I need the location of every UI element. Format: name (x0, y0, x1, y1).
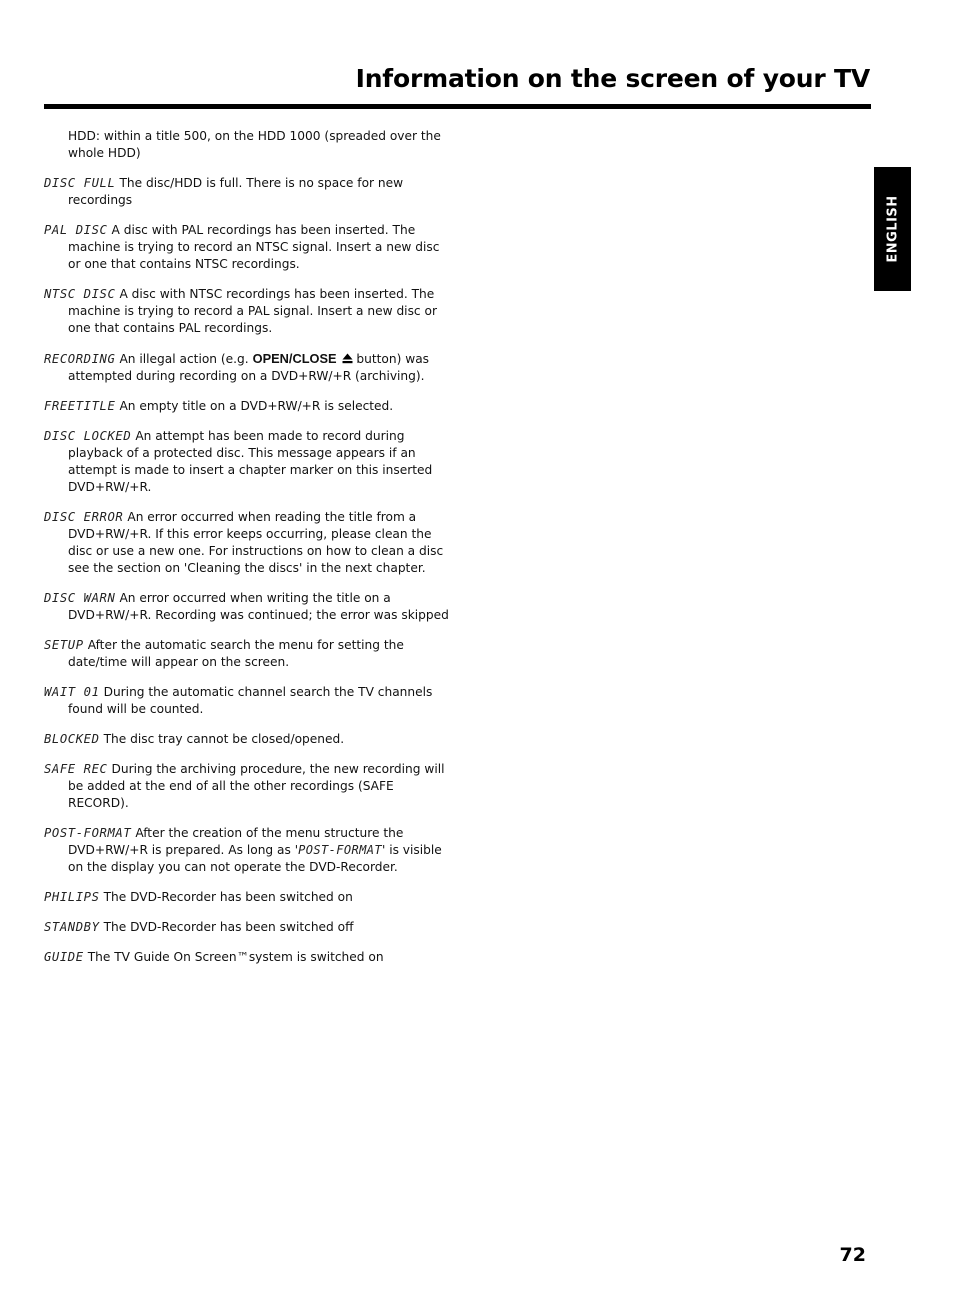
entry-text: A disc with PAL recordings has been inserted. The machine is trying to record an NTSC signal. Insert a new disc or one that contains NTSC recordings. (68, 223, 440, 271)
entry-code: PAL DISC (44, 223, 108, 237)
entry-code: FREETITLE (44, 399, 116, 413)
entry-standby (44, 919, 454, 936)
entry-text: The disc tray cannot be closed/opened. (103, 732, 345, 746)
entry-text: The TV Guide On Screen™system is switched on (87, 950, 384, 964)
entry-text: During the automatic channel search the TV channels found will be counted. (68, 685, 433, 716)
entry-disc-error (44, 509, 454, 577)
entry-text-before: After the creation of the menu structure the DVD+RW/+R is prepared. As long as ' (68, 826, 404, 857)
eject-icon (342, 353, 353, 364)
entry-blocked (44, 731, 454, 748)
entry-code: SETUP (44, 638, 84, 652)
entry-philips (44, 889, 454, 906)
entry-code: GUIDE (44, 950, 84, 964)
entry-freetitle (44, 398, 454, 415)
entry-text: An attempt has been made to record during playback of a protected disc. This message appears if an attempt is made to insert a chapter marker on this inserted DVD+RW/+R. (68, 429, 433, 494)
entry-code: PHILIPS (44, 890, 100, 904)
page-number: 72 (839, 1244, 866, 1266)
entry-text: The DVD-Recorder has been switched on (103, 890, 353, 904)
entry-code: POST-FORMAT (44, 826, 132, 840)
entry-guide (44, 949, 454, 966)
entry-text-before: An illegal action (e.g. (119, 352, 249, 366)
title-rule (44, 104, 871, 109)
entry-text: After the automatic search the menu for setting the date/time will appear on the screen. (68, 638, 404, 669)
entry-code: RECORDING (44, 352, 116, 366)
entry-wait-01 (44, 684, 454, 718)
entry-setup (44, 637, 454, 671)
entry-code: DISC LOCKED (44, 429, 132, 443)
entry-text: During the archiving procedure, the new recording will be added at the end of all the other recordings (SAFE RECORD). (68, 762, 445, 810)
open-close-button-label: OPEN/CLOSE (252, 351, 337, 366)
entry-text: The disc/HDD is full. There is no space for new recordings (68, 176, 404, 207)
page-title: Information on the screen of your TV (355, 64, 870, 93)
entry-text: The DVD-Recorder has been switched off (103, 920, 354, 934)
entry-code: NTSC DISC (44, 287, 116, 301)
entry-text: A disc with NTSC recordings has been inserted. The machine is trying to record a PAL signal. Insert a new disc or one that contains PAL recordings. (68, 287, 437, 335)
entry-text-after: button) was attempted during recording on a DVD+RW/+R (archiving). (68, 352, 430, 383)
entry-disc-warn (44, 590, 454, 624)
entry-text: An empty title on a DVD+RW/+R is selected. (119, 399, 394, 413)
entry-code: DISC ERROR (44, 510, 124, 524)
entry-code: BLOCKED (44, 732, 100, 746)
entry-disc-locked (44, 428, 454, 496)
entry-code: SAFE REC (44, 762, 108, 776)
entry-safe-rec (44, 761, 454, 812)
entry-code: WAIT 01 (44, 685, 100, 699)
entry-text: An error occurred when writing the title on a DVD+RW/+R. Recording was continued; the error was skipped (68, 591, 449, 622)
entry-post-format (44, 825, 454, 876)
language-tab (874, 167, 911, 291)
entry-text: An error occurred when reading the title from a DVD+RW/+R. If this error keeps occurring, please clean the disc or use a new one. For instructions on how to clean a disc see the section on 'Cleaning the discs' in the next chapter. (68, 510, 444, 575)
entry-recording (44, 350, 454, 385)
inline-code: POST-FORMAT (298, 843, 382, 857)
entry-ntsc-disc (44, 286, 454, 337)
entry-code: STANDBY (44, 920, 100, 934)
entry-code: DISC WARN (44, 591, 116, 605)
intro-paragraph: HDD: within a title 500, on the HDD 1000 (spreaded over the whole HDD) (68, 129, 441, 160)
entry-text-after: ' is visible on the display you can not operate the DVD-Recorder. (68, 843, 442, 874)
language-tab-label: ENGLISH (885, 195, 900, 263)
entry-code: DISC FULL (44, 176, 116, 190)
message-list (44, 128, 454, 979)
entry-pal-disc (44, 222, 454, 273)
entry-disc-full (44, 175, 454, 209)
